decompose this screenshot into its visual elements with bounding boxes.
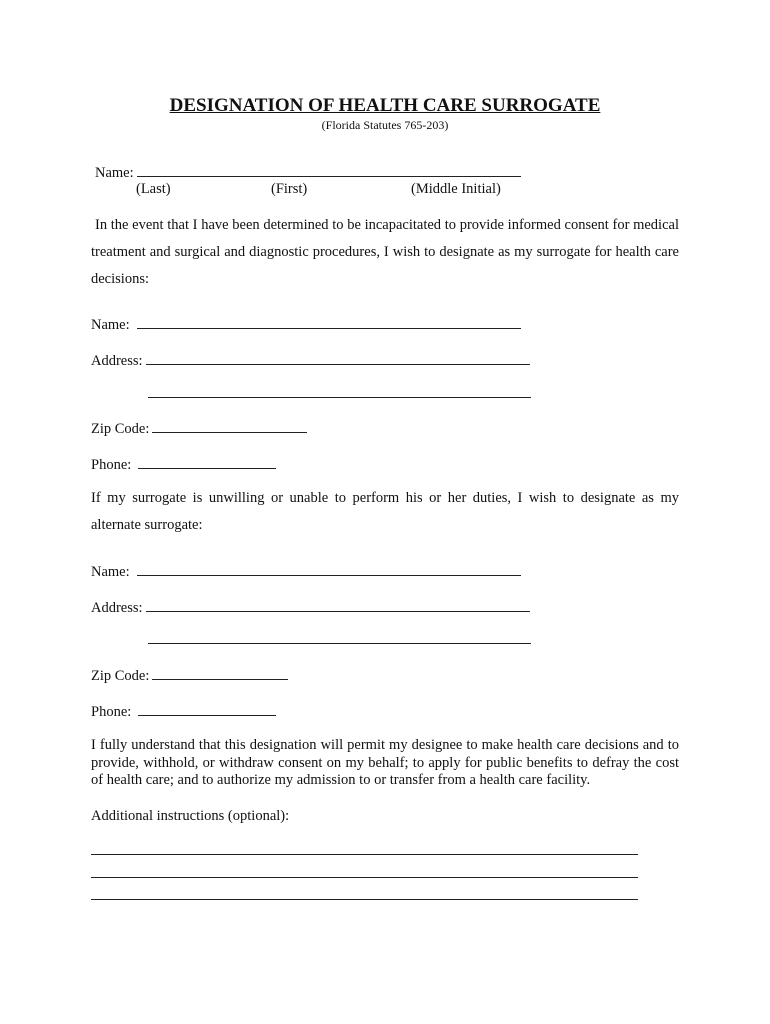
understanding-paragraph: I fully understand that this designation will permit my designee to make health care decisions and to provide, withhold, or withdraw consent on my behalf; to apply for public benefits to defray the cost of health care; and to authorize my admission to or transfer from a health care facility. bbox=[91, 737, 679, 788]
alternate-address-field[interactable] bbox=[146, 597, 530, 612]
additional-instructions-line-2[interactable] bbox=[91, 877, 638, 878]
surrogate-zip-row bbox=[91, 418, 307, 438]
declarant-name-row bbox=[95, 162, 521, 182]
surrogate-address-row bbox=[91, 350, 530, 370]
intro-paragraph: In the event that I have been determined to be incapacitated to provide informed consent for medical treatment and surgical and diagnostic procedures, I wish to designate as my surrogate for health care decisions: bbox=[91, 217, 679, 287]
additional-instructions-line-3[interactable] bbox=[91, 899, 638, 900]
alternate-phone-row bbox=[91, 701, 276, 721]
alternate-address-label: Address: bbox=[91, 600, 143, 616]
surrogate-phone-row bbox=[91, 454, 276, 474]
surrogate-zip-field[interactable] bbox=[152, 418, 307, 433]
alternate-name-label: Name: bbox=[91, 564, 130, 580]
surrogate-name-row bbox=[91, 314, 521, 334]
surrogate-address-line2-field[interactable] bbox=[148, 397, 531, 398]
document-subtitle: (Florida Statutes 765-203) bbox=[321, 118, 449, 132]
alternate-name-row bbox=[91, 561, 521, 581]
additional-instructions-label: Additional instructions (optional): bbox=[91, 808, 290, 824]
additional-instructions-line-1[interactable] bbox=[91, 854, 638, 855]
alternate-zip-field[interactable] bbox=[152, 665, 288, 680]
alternate-address-row bbox=[91, 597, 530, 617]
surrogate-phone-label: Phone: bbox=[91, 457, 132, 473]
alternate-address-line2-field[interactable] bbox=[148, 643, 531, 644]
alternate-name-field[interactable] bbox=[137, 561, 521, 576]
surrogate-name-field[interactable] bbox=[137, 314, 521, 329]
surrogate-phone-field[interactable] bbox=[138, 454, 276, 469]
declarant-first-caption: (First) bbox=[271, 181, 308, 197]
alternate-zip-row bbox=[91, 665, 288, 685]
document-title: DESIGNATION OF HEALTH CARE SURROGATE bbox=[169, 95, 601, 116]
surrogate-name-label: Name: bbox=[91, 317, 130, 333]
surrogate-address-label: Address: bbox=[91, 353, 143, 369]
declarant-last-caption: (Last) bbox=[136, 181, 171, 197]
alternate-phone-field[interactable] bbox=[138, 701, 276, 716]
declarant-name-field[interactable] bbox=[137, 162, 521, 177]
surrogate-address-field[interactable] bbox=[146, 350, 530, 365]
declarant-name-label: Name: bbox=[95, 165, 134, 181]
surrogate-zip-label: Zip Code: bbox=[91, 421, 150, 437]
alternate-phone-label: Phone: bbox=[91, 704, 132, 720]
declarant-middle-caption: (Middle Initial) bbox=[411, 181, 501, 197]
alternate-zip-label: Zip Code: bbox=[91, 668, 150, 684]
alternate-paragraph: If my surrogate is unwilling or unable to perform his or her duties, I wish to designate as my alternate surrogate: bbox=[91, 490, 679, 533]
